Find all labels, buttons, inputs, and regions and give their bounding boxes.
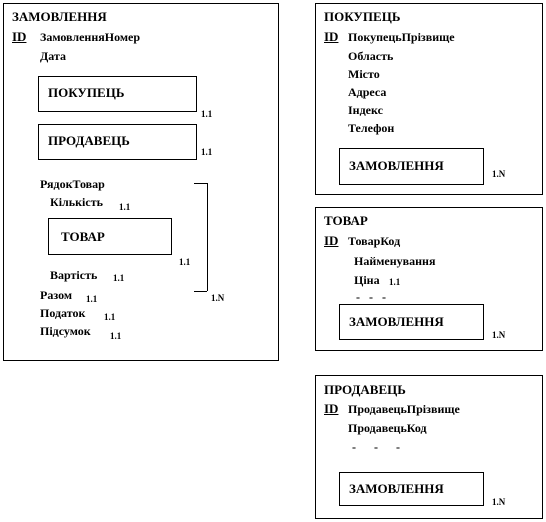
line-group-bracket-side xyxy=(207,183,208,291)
orders-tax-cardinality: 1.1 xyxy=(104,312,116,322)
orders-seller-entity-label: ПРОДАВЕЦЬ xyxy=(48,133,130,148)
buyer-field-city: Місто xyxy=(348,67,380,81)
orders-cost: Вартість xyxy=(50,268,98,282)
orders-total-cardinality: 1.1 xyxy=(86,294,98,304)
product-title: ТОВАР xyxy=(324,213,368,228)
buyer-field-region: Область xyxy=(348,49,394,63)
buyer-field-address: Адреса xyxy=(348,85,387,99)
buyer-id-label: ID xyxy=(324,29,339,44)
seller-ellipsis: - - - xyxy=(352,440,400,454)
product-orders-cardinality: 1.N xyxy=(492,330,506,340)
buyer-entity xyxy=(315,3,543,195)
orders-seller-entity-ref xyxy=(38,124,197,160)
buyer-title: ПОКУПЕЦЬ xyxy=(324,9,401,24)
product-price-cardinality: 1.1 xyxy=(389,277,401,287)
buyer-field-phone: Телефон xyxy=(348,121,395,135)
seller-id-label: ID xyxy=(324,401,339,416)
orders-seller-cardinality: 1.1 xyxy=(201,147,213,157)
orders-cost-cardinality: 1.1 xyxy=(113,273,125,283)
seller-orders-cardinality: 1.N xyxy=(492,497,506,507)
orders-buyer-cardinality: 1.1 xyxy=(201,109,213,119)
orders-buyer-entity-label: ПОКУПЕЦЬ xyxy=(48,85,125,100)
seller-key-field: ПродавецьПрізвище xyxy=(348,402,460,416)
orders-product-entity-ref xyxy=(48,218,172,255)
orders-tax: Податок xyxy=(40,306,86,320)
orders-date-field: Дата xyxy=(40,49,66,63)
product-name-field: Найменування xyxy=(354,254,436,268)
buyer-key-field: ПокупецьПрізвище xyxy=(348,30,455,44)
orders-grand-total-cardinality: 1.1 xyxy=(110,331,122,341)
product-key-field: ТоварКод xyxy=(348,234,401,248)
orders-entity xyxy=(3,3,279,361)
product-entity xyxy=(315,207,543,351)
buyer-orders-ref-label: ЗАМОВЛЕННЯ xyxy=(349,158,444,173)
orders-key-field: ЗамовленняНомер xyxy=(40,30,141,44)
orders-title: ЗАМОВЛЕННЯ xyxy=(12,9,107,24)
buyer-orders-ref xyxy=(339,148,484,185)
orders-quantity: Кількість xyxy=(50,195,103,209)
product-ellipsis: - - - xyxy=(356,290,386,304)
orders-product-entity-label: ТОВАР xyxy=(61,229,105,244)
product-price-field: Ціна xyxy=(354,273,380,287)
orders-total: Разом xyxy=(40,288,73,302)
orders-product-cardinality: 1.1 xyxy=(179,257,191,267)
seller-title: ПРОДАВЕЦЬ xyxy=(324,382,406,397)
orders-line-item: РядокТовар xyxy=(40,177,105,191)
seller-orders-ref-label: ЗАМОВЛЕННЯ xyxy=(349,481,444,496)
orders-quantity-cardinality: 1.1 xyxy=(119,202,131,212)
buyer-field-postcode: Індекс xyxy=(348,103,383,117)
seller-orders-ref xyxy=(339,472,484,506)
line-group-bracket-top xyxy=(194,183,207,184)
seller-entity xyxy=(315,375,543,519)
line-group-cardinality: 1.N xyxy=(211,293,225,303)
line-group-bracket-bottom xyxy=(194,291,207,292)
seller-code-field: ПродавецьКод xyxy=(348,421,427,435)
orders-buyer-entity-ref xyxy=(38,76,197,112)
orders-id-label: ID xyxy=(12,29,27,44)
buyer-orders-cardinality: 1.N xyxy=(492,169,506,179)
orders-grand-total: Підсумок xyxy=(40,324,91,338)
product-id-label: ID xyxy=(324,233,339,248)
product-orders-ref-label: ЗАМОВЛЕННЯ xyxy=(349,314,444,329)
product-orders-ref xyxy=(339,304,484,340)
